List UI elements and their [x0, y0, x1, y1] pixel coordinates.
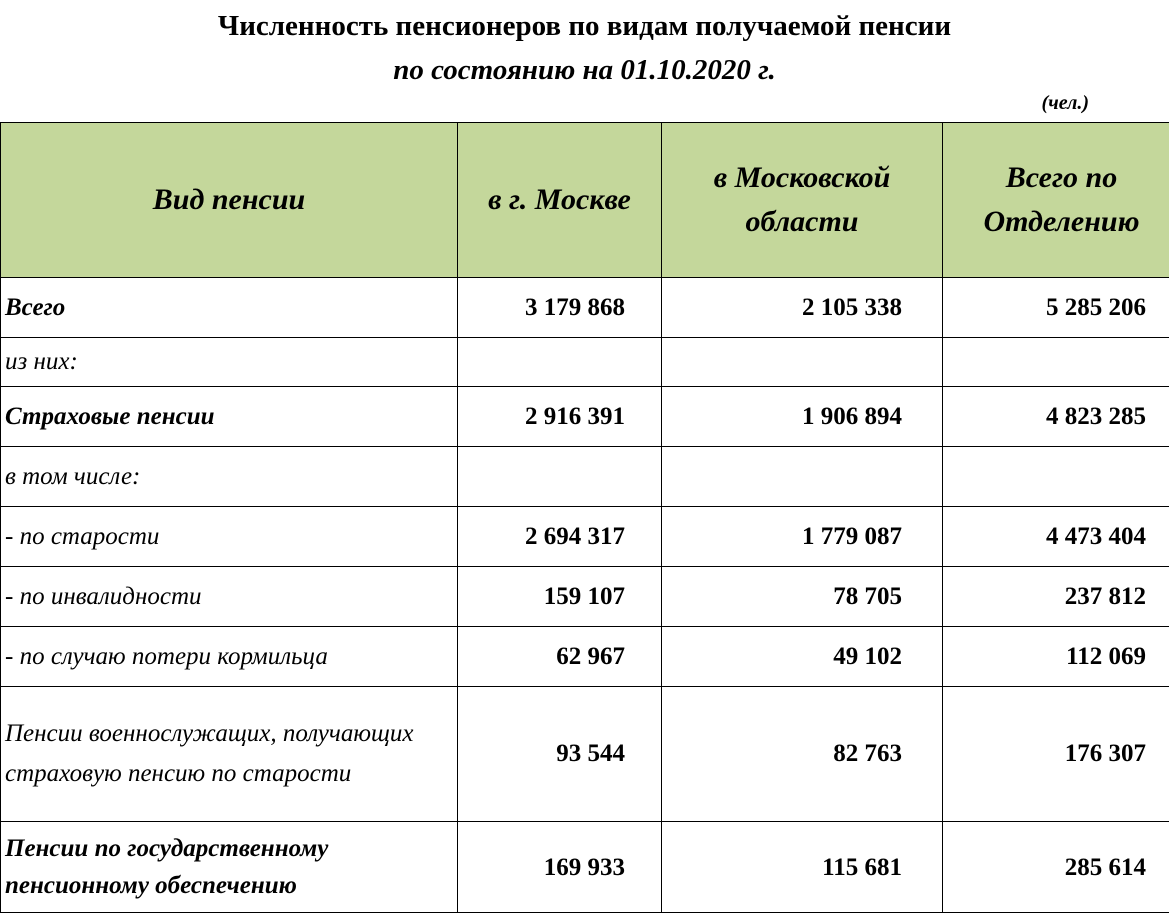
- table-row: [1, 507, 1169, 567]
- page-title: Численность пенсионеров по видам получаемой пенсии: [217, 10, 952, 42]
- cell-moscow: 3 179 868: [458, 278, 662, 338]
- cell-total: 237 812: [943, 567, 1169, 627]
- column-header-moscow: в г. Москве: [458, 123, 662, 278]
- unit-label: (чел.): [1041, 92, 1089, 114]
- cell-moscow: [458, 338, 662, 387]
- cell-region: 49 102: [662, 627, 943, 687]
- cell-region: 115 681: [662, 822, 943, 913]
- cell-moscow: 159 107: [458, 567, 662, 627]
- cell-total: [943, 338, 1169, 387]
- table-row: [1, 822, 1169, 913]
- row-label: в том числе:: [1, 447, 458, 507]
- row-label: - по старости: [1, 507, 458, 567]
- cell-moscow: 62 967: [458, 627, 662, 687]
- cell-region: 1 906 894: [662, 387, 943, 447]
- cell-moscow: [458, 447, 662, 507]
- table-row: [1, 567, 1169, 627]
- row-label: из них:: [1, 338, 458, 387]
- cell-moscow: 93 544: [458, 687, 662, 822]
- cell-moscow: 169 933: [458, 822, 662, 913]
- cell-total: 4 823 285: [943, 387, 1169, 447]
- table-row: [1, 387, 1169, 447]
- table-row: [1, 278, 1169, 338]
- row-label: Пенсии военнослужащих, получающих страховую пенсию по старости: [1, 687, 458, 822]
- row-label: - по инвалидности: [1, 567, 458, 627]
- table-row: [1, 338, 1169, 387]
- page-subtitle: по состоянию на 01.10.2020 г.: [393, 54, 776, 86]
- cell-moscow: 2 916 391: [458, 387, 662, 447]
- row-label: - по случаю потери кормильца: [1, 627, 458, 687]
- cell-region: 2 105 338: [662, 278, 943, 338]
- table-header-row: [1, 123, 1169, 278]
- cell-region: [662, 447, 943, 507]
- row-label: Пенсии по государственному пенсионному обеспечению: [1, 822, 458, 913]
- cell-total: 112 069: [943, 627, 1169, 687]
- column-header-type: Вид пенсии: [1, 123, 458, 278]
- pension-table: [0, 122, 1169, 913]
- cell-region: 78 705: [662, 567, 943, 627]
- cell-total: 4 473 404: [943, 507, 1169, 567]
- cell-total: 176 307: [943, 687, 1169, 822]
- cell-region: [662, 338, 943, 387]
- table-row: [1, 687, 1169, 822]
- cell-region: 82 763: [662, 687, 943, 822]
- column-header-total: Всего по Отделению: [943, 123, 1169, 278]
- cell-total: 5 285 206: [943, 278, 1169, 338]
- table-row: [1, 447, 1169, 507]
- cell-moscow: 2 694 317: [458, 507, 662, 567]
- row-label: Всего: [1, 278, 458, 338]
- column-header-region: в Московской области: [662, 123, 943, 278]
- cell-total: [943, 447, 1169, 507]
- row-label: Страховые пенсии: [1, 387, 458, 447]
- cell-region: 1 779 087: [662, 507, 943, 567]
- table-row: [1, 627, 1169, 687]
- cell-total: 285 614: [943, 822, 1169, 913]
